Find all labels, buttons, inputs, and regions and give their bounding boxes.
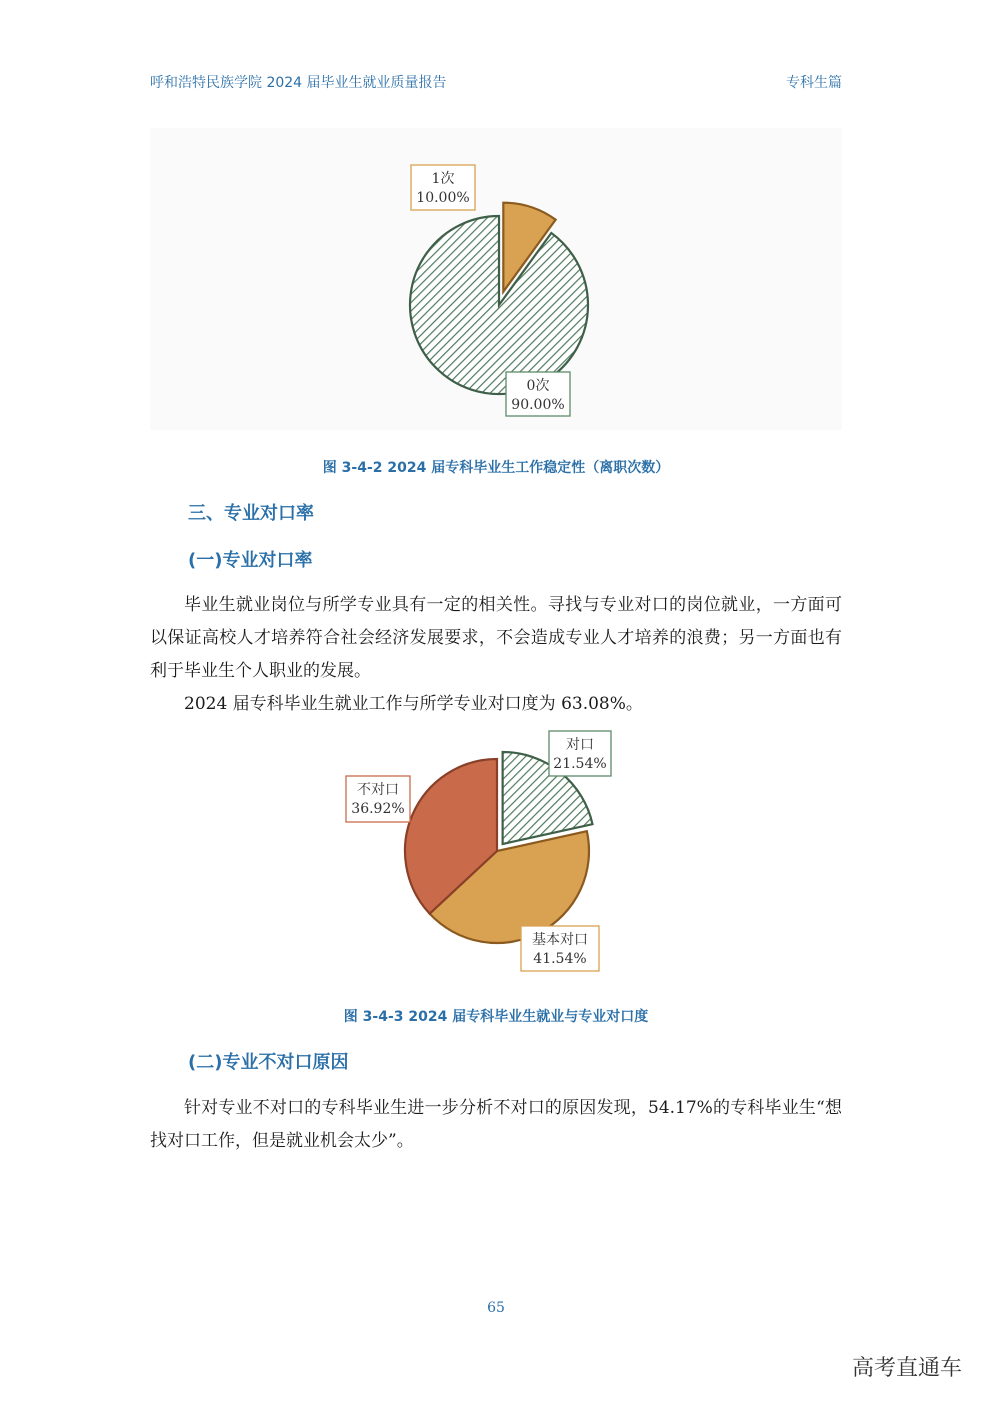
pie-label-value-0-1: 10.00% <box>416 190 470 206</box>
paragraph-3 <box>150 1092 842 1158</box>
chart1-caption: 图 3-4-2 2024 届专科毕业生工作稳定性（离职次数） <box>322 460 670 476</box>
pie-label-category-0-0: 0次 <box>526 378 550 394</box>
pie-label-value-1-2: 36.92% <box>351 801 405 817</box>
section-heading: 三、专业对口率 <box>188 503 314 524</box>
pie-label-category-1-2: 不对口 <box>357 782 399 798</box>
paragraph-1-text: 毕业生就业岗位与所学专业具有一定的相关性。寻找与专业对口的岗位就业，一方面可以保证高校人才培养符合社会经济发展要求，不会造成专业人才培养的浪费；另一方面也有利于毕业生个人职业的发展。 <box>150 595 842 681</box>
page-number: 65 <box>487 1300 505 1316</box>
chart2-caption: 图 3-4-3 2024 届专科毕业生就业与专业对口度 <box>343 1009 649 1025</box>
subsection-heading-1: (一)专业对口率 <box>188 550 313 571</box>
pie-label-value-1-1: 41.54% <box>533 951 587 967</box>
paragraph-2 <box>150 688 842 721</box>
pie-label-category-0-1: 1次 <box>431 171 455 187</box>
paragraph-1 <box>150 589 842 688</box>
header-section: 专科生篇 <box>786 75 842 91</box>
pie-label-value-0-0: 90.00% <box>511 397 565 413</box>
watermark: 高考直通车 <box>851 1356 962 1381</box>
pie-label-category-1-1: 基本对口 <box>532 932 588 948</box>
pie-label-category-1-0: 对口 <box>566 737 594 753</box>
subsection-heading-2: (二)专业不对口原因 <box>188 1052 349 1073</box>
paragraph-3-text: 针对专业不对口的专科毕业生进一步分析不对口的原因发现，54.17%的专科毕业生“想找对口工作，但是就业机会太少”。 <box>150 1098 842 1151</box>
pie-label-value-1-0: 21.54% <box>553 756 607 772</box>
paragraph-2-text: 2024 届专科毕业生就业工作与所学专业对口度为 63.08%。 <box>184 694 643 714</box>
header-title: 呼和浩特民族学院 2024 届毕业生就业质量报告 <box>150 75 447 91</box>
pie-slice-0-0 <box>410 216 588 394</box>
